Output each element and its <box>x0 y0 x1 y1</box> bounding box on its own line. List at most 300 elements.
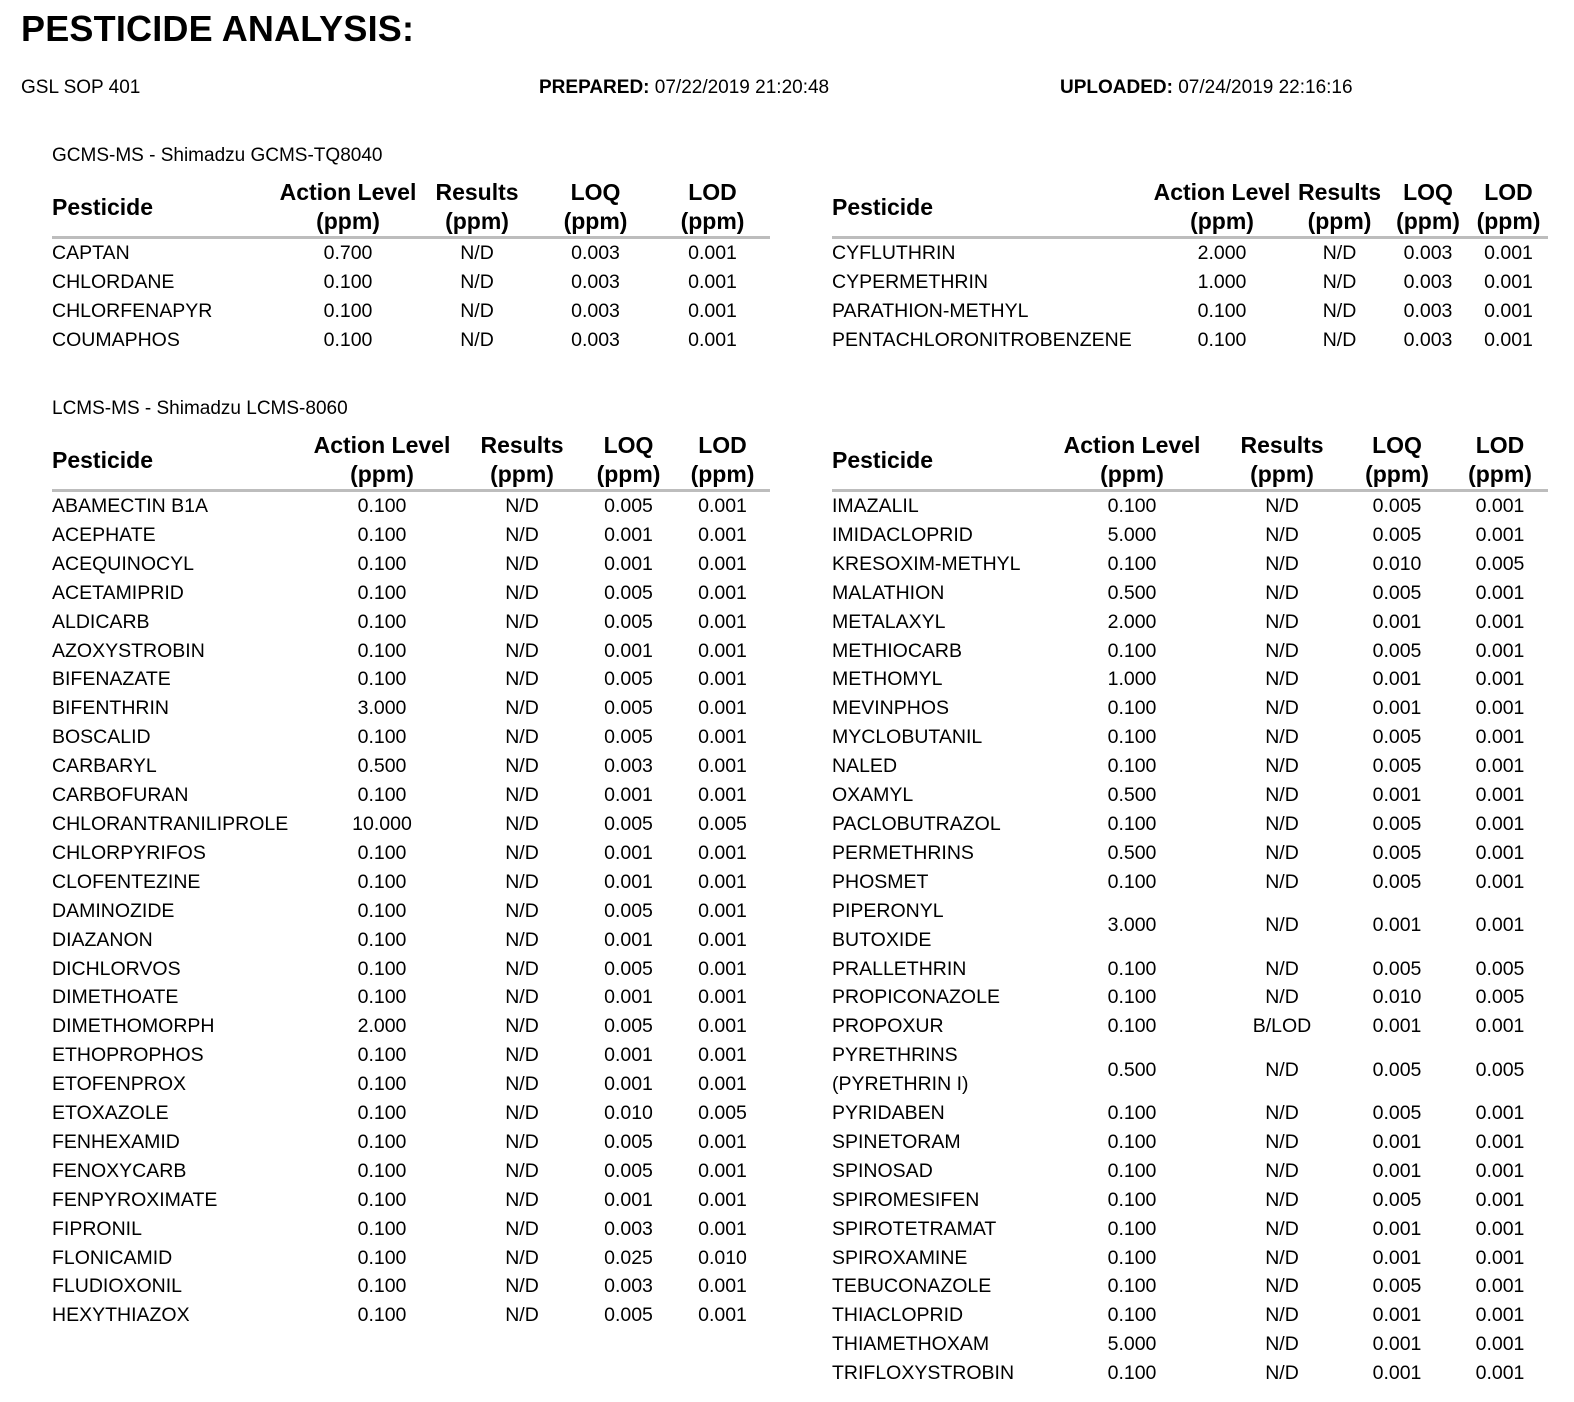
cell-lod: 0.001 <box>1475 870 1525 893</box>
cell-lod: 0.001 <box>1475 1217 1525 1240</box>
cell-action-level: 0.100 <box>357 1304 407 1327</box>
cell-loq: 0.001 <box>1372 1246 1422 1269</box>
cell-lod: 0.001 <box>1475 1159 1525 1182</box>
cell-result: N/D <box>505 755 539 778</box>
cell-pesticide: DIAZANON <box>52 928 153 951</box>
cell-loq: 0.005 <box>1372 1275 1422 1298</box>
cell-result: N/D <box>1265 639 1299 662</box>
cell-loq: 0.003 <box>1403 299 1453 322</box>
cell-lod: 0.001 <box>688 328 737 351</box>
cell-lod: 0.001 <box>1475 1130 1525 1153</box>
cell-pesticide: PYRETHRINS (PYRETHRIN I) <box>832 1044 969 1096</box>
col-action-level <box>1152 178 1292 238</box>
col-action-level <box>1042 431 1222 491</box>
table-row <box>52 1157 770 1186</box>
cell-loq: 0.001 <box>1372 610 1422 633</box>
cell-loq: 0.005 <box>1372 581 1422 604</box>
table-row <box>52 1012 770 1041</box>
table-row <box>52 897 770 926</box>
cell-lod: 0.001 <box>688 299 737 322</box>
cell-loq: 0.001 <box>604 552 653 575</box>
col-unit: (ppm) <box>690 461 755 487</box>
cell-pesticide: TEBUCONAZOLE <box>832 1275 992 1298</box>
cell-loq: 0.001 <box>1372 1304 1422 1327</box>
cell-lod: 0.001 <box>1475 697 1525 720</box>
cell-pesticide: ACETAMIPRID <box>52 581 184 604</box>
cell-result: N/D <box>1322 299 1357 322</box>
cell-result: N/D <box>1265 1188 1299 1211</box>
cell-lod: 0.001 <box>698 495 747 517</box>
cell-pesticide: FENOXYCARB <box>52 1159 187 1182</box>
cell-pesticide: PRALLETHRIN <box>832 957 967 980</box>
cell-action-level: 0.100 <box>357 1188 407 1211</box>
cell-loq: 0.005 <box>604 610 653 633</box>
cell-loq: 0.005 <box>604 1159 653 1182</box>
cell-pesticide: MYCLOBUTANIL <box>832 726 983 749</box>
table-row <box>52 1070 770 1099</box>
col-unit: (ppm) <box>563 208 628 234</box>
cell-pesticide: PENTACHLORONITROBENZENE <box>832 328 1132 351</box>
cell-lod: 0.001 <box>698 668 747 691</box>
cell-action-level: 0.100 <box>357 1130 407 1153</box>
table-row <box>832 238 1548 268</box>
cell-pesticide: METHOMYL <box>832 668 943 691</box>
table-header <box>832 431 1548 491</box>
table-row <box>832 781 1548 810</box>
cell-result: N/D <box>505 610 539 633</box>
cell-loq: 0.005 <box>604 697 653 720</box>
table-row <box>52 1301 770 1330</box>
table-row <box>52 926 770 955</box>
cell-loq: 0.003 <box>571 299 620 322</box>
table-row <box>832 1244 1548 1273</box>
cell-loq: 0.005 <box>1372 812 1422 835</box>
cell-action-level: 1.000 <box>1197 270 1247 293</box>
cell-lod: 0.001 <box>698 726 747 749</box>
cell-result: N/D <box>1265 784 1299 807</box>
cell-action-level: 0.100 <box>1107 639 1157 662</box>
cell-lod: 0.001 <box>698 1188 747 1211</box>
cell-action-level: 0.700 <box>323 242 373 264</box>
cell-action-level: 2.000 <box>1107 610 1157 633</box>
cell-action-level: 0.100 <box>357 552 407 575</box>
cell-lod: 0.010 <box>698 1246 747 1269</box>
cell-result: N/D <box>505 495 539 517</box>
cell-action-level: 0.500 <box>1107 784 1157 807</box>
cell-action-level: 0.100 <box>323 299 373 322</box>
col-unit: (ppm) <box>680 208 745 234</box>
cell-action-level: 0.100 <box>357 668 407 691</box>
cell-pesticide: SPIROXAMINE <box>832 1246 968 1269</box>
cell-action-level: 0.100 <box>357 1102 407 1125</box>
col-loq <box>1387 178 1469 238</box>
table-row <box>832 326 1548 355</box>
cell-action-level: 0.100 <box>357 1073 407 1096</box>
cell-loq: 0.001 <box>604 928 653 951</box>
col-lod-name: LOD <box>1484 179 1533 205</box>
cell-action-level: 0.100 <box>357 957 407 980</box>
cell-lod: 0.001 <box>1475 1015 1525 1038</box>
cell-action-level: 0.100 <box>357 899 407 922</box>
cell-loq: 0.001 <box>604 870 653 893</box>
cell-action-level: 0.100 <box>1107 552 1157 575</box>
table-row <box>832 1128 1548 1157</box>
table-row <box>52 268 770 297</box>
cell-result: N/D <box>1265 1058 1299 1081</box>
cell-result: N/D <box>505 784 539 807</box>
cell-result: N/D <box>1265 1304 1299 1327</box>
cell-lod: 0.001 <box>698 755 747 778</box>
col-loq-name: LOQ <box>570 179 621 205</box>
table-row <box>52 608 770 637</box>
cell-loq: 0.001 <box>1372 1217 1422 1240</box>
col-pesticide: Pesticide <box>832 178 1152 238</box>
table-row <box>52 1041 770 1070</box>
cell-pesticide: PHOSMET <box>832 870 929 893</box>
prepared-value: 07/22/2019 21:20:48 <box>649 77 830 98</box>
uploaded-label: UPLOADED: <box>1060 77 1173 98</box>
cell-action-level: 0.100 <box>357 1217 407 1240</box>
cell-result: N/D <box>1265 581 1299 604</box>
cell-loq: 0.001 <box>604 1073 653 1096</box>
table-row <box>52 1099 770 1128</box>
cell-result: N/D <box>505 726 539 749</box>
table-row <box>832 723 1548 752</box>
cell-action-level: 0.100 <box>357 986 407 1009</box>
cell-lod: 0.001 <box>1475 914 1525 937</box>
uploaded-timestamp <box>1060 77 1353 99</box>
cell-result: N/D <box>505 581 539 604</box>
cell-result: N/D <box>505 697 539 720</box>
cell-loq: 0.001 <box>604 639 653 662</box>
cell-result: N/D <box>505 1217 539 1240</box>
table-row <box>832 839 1548 868</box>
cell-lod: 0.001 <box>698 1275 747 1298</box>
cell-lod: 0.001 <box>698 1073 747 1096</box>
cell-result: N/D <box>505 986 539 1009</box>
cell-result: N/D <box>1265 870 1299 893</box>
cell-pesticide: BIFENTHRIN <box>52 697 169 720</box>
cell-lod: 0.001 <box>698 523 747 546</box>
col-unit: (ppm) <box>596 461 661 487</box>
col-results <box>462 431 582 491</box>
cell-result: N/D <box>505 928 539 951</box>
col-lod-name: LOD <box>1475 432 1525 458</box>
cell-loq: 0.001 <box>604 523 653 546</box>
cell-pesticide: FENPYROXIMATE <box>52 1188 218 1211</box>
cell-pesticide: BOSCALID <box>52 726 151 749</box>
cell-action-level: 0.100 <box>357 495 407 517</box>
cell-result: N/D <box>1265 668 1299 691</box>
table-row <box>52 238 770 268</box>
cell-loq: 0.003 <box>571 270 620 293</box>
cell-lod: 0.001 <box>1475 610 1525 633</box>
cell-pesticide: FLUDIOXONIL <box>52 1275 183 1298</box>
cell-lod: 0.001 <box>1475 1246 1525 1269</box>
cell-action-level: 0.100 <box>1107 1246 1157 1269</box>
cell-result: N/D <box>505 1275 539 1298</box>
cell-action-level: 0.100 <box>1107 495 1157 517</box>
table-row <box>52 752 770 781</box>
cell-result: N/D <box>505 870 539 893</box>
cell-pesticide: IMIDACLOPRID <box>832 523 973 546</box>
cell-lod: 0.001 <box>1475 1304 1525 1327</box>
table-row <box>52 1272 770 1301</box>
cell-loq: 0.005 <box>604 581 653 604</box>
cell-loq: 0.005 <box>604 899 653 922</box>
table-row <box>52 983 770 1012</box>
col-results <box>1222 431 1342 491</box>
table-row <box>52 839 770 868</box>
table-row <box>832 637 1548 666</box>
table-row <box>832 268 1548 297</box>
cell-loq: 0.005 <box>604 1015 653 1038</box>
cell-pesticide: CARBOFURAN <box>52 784 189 807</box>
table-row <box>832 694 1548 723</box>
cell-loq: 0.003 <box>604 1275 653 1298</box>
cell-action-level: 0.100 <box>1107 870 1157 893</box>
table-row <box>52 1215 770 1244</box>
cell-result: B/LOD <box>1252 1015 1312 1038</box>
col-results-name: Results <box>435 179 519 205</box>
col-loq <box>1342 431 1452 491</box>
table-row <box>52 1128 770 1157</box>
cell-result: N/D <box>460 299 494 322</box>
cell-loq: 0.001 <box>1372 784 1422 807</box>
col-loq <box>582 431 675 491</box>
cell-pesticide: BIFENAZATE <box>52 668 171 691</box>
table-row <box>832 1359 1548 1388</box>
cell-lod: 0.001 <box>1484 328 1533 351</box>
table-row <box>52 665 770 694</box>
cell-pesticide: PERMETHRINS <box>832 841 974 864</box>
cell-action-level: 0.100 <box>357 726 407 749</box>
col-loq-name: LOQ <box>1403 179 1453 205</box>
col-unit: (ppm) <box>1250 461 1314 487</box>
table-row <box>832 1012 1548 1041</box>
cell-pesticide: SPIROTETRAMAT <box>832 1217 997 1240</box>
cell-loq: 0.005 <box>604 495 653 517</box>
table-row <box>52 326 770 355</box>
cell-action-level: 1.000 <box>1107 668 1157 691</box>
cell-loq: 0.005 <box>1372 639 1422 662</box>
cell-pesticide: CLOFENTEZINE <box>52 870 201 893</box>
cell-action-level: 0.100 <box>323 328 373 351</box>
table-row <box>832 1041 1548 1099</box>
cell-loq: 0.003 <box>1403 328 1453 351</box>
cell-pesticide: FLONICAMID <box>52 1246 173 1269</box>
cell-lod: 0.001 <box>1475 1102 1525 1125</box>
table-row <box>52 491 770 521</box>
cell-loq: 0.003 <box>1403 270 1453 293</box>
gcms-table-left <box>52 178 770 355</box>
cell-pesticide: ETOXAZOLE <box>52 1102 169 1125</box>
cell-pesticide: CAPTAN <box>52 242 130 264</box>
col-results-name: Results <box>1297 179 1382 205</box>
cell-result: N/D <box>505 1102 539 1125</box>
cell-action-level: 0.100 <box>357 870 407 893</box>
cell-loq: 0.001 <box>604 1188 653 1211</box>
cell-pesticide: SPIROMESIFEN <box>832 1188 980 1211</box>
cell-loq: 0.010 <box>1372 552 1422 575</box>
cell-lod: 0.001 <box>1475 1333 1525 1356</box>
col-lod <box>1452 431 1548 491</box>
table-header <box>832 178 1548 238</box>
table-row <box>832 1272 1548 1301</box>
lcms-table-left <box>52 431 770 1330</box>
cell-lod: 0.001 <box>1484 299 1533 322</box>
cell-pesticide: CHLORDANE <box>52 270 175 293</box>
cell-result: N/D <box>1265 523 1299 546</box>
cell-result: N/D <box>505 668 539 691</box>
cell-loq: 0.005 <box>1372 1102 1422 1125</box>
cell-pesticide: HEXYTHIAZOX <box>52 1304 190 1327</box>
cell-result: N/D <box>1265 1333 1299 1356</box>
cell-pesticide: CHLORANTRANILIPROLE <box>52 812 289 835</box>
cell-result: N/D <box>505 899 539 922</box>
cell-lod: 0.001 <box>698 899 747 922</box>
cell-lod: 0.001 <box>698 986 747 1009</box>
cell-action-level: 0.100 <box>357 639 407 662</box>
table-row <box>832 752 1548 781</box>
cell-result: N/D <box>505 841 539 864</box>
cell-action-level: 10.000 <box>352 812 412 835</box>
cell-result: N/D <box>1322 270 1357 293</box>
cell-action-level: 0.100 <box>1197 299 1247 322</box>
cell-result: N/D <box>1265 841 1299 864</box>
cell-action-level: 0.100 <box>1107 1275 1157 1298</box>
cell-result: N/D <box>505 552 539 575</box>
cell-loq: 0.005 <box>1372 870 1422 893</box>
table-row <box>832 868 1548 897</box>
cell-result: N/D <box>1265 1362 1299 1385</box>
uploaded-value: 07/24/2019 22:16:16 <box>1172 77 1353 98</box>
prepared-label: PREPARED: <box>539 77 650 98</box>
cell-action-level: 0.100 <box>357 1044 407 1067</box>
col-unit: (ppm) <box>1190 208 1254 234</box>
table-row <box>52 781 770 810</box>
col-loq-name: LOQ <box>603 432 654 458</box>
cell-pesticide: PARATHION-METHYL <box>832 299 1029 322</box>
cell-result: N/D <box>1322 328 1357 351</box>
cell-action-level: 0.100 <box>357 841 407 864</box>
table-row <box>832 1301 1548 1330</box>
col-unit: (ppm) <box>1468 461 1532 487</box>
table-row <box>52 1244 770 1273</box>
col-lod <box>655 178 770 238</box>
cell-lod: 0.001 <box>698 1217 747 1240</box>
cell-loq: 0.001 <box>1372 914 1422 937</box>
cell-result: N/D <box>1322 242 1357 264</box>
cell-action-level: 0.500 <box>357 755 407 778</box>
cell-action-level: 0.100 <box>1107 1159 1157 1182</box>
cell-action-level: 0.100 <box>357 1246 407 1269</box>
cell-lod: 0.001 <box>698 1159 747 1182</box>
cell-pesticide: ETOFENPROX <box>52 1073 186 1096</box>
cell-loq: 0.010 <box>604 1102 653 1125</box>
cell-pesticide: FIPRONIL <box>52 1217 142 1240</box>
cell-lod: 0.001 <box>1475 1188 1525 1211</box>
cell-loq: 0.005 <box>1372 726 1422 749</box>
cell-action-level: 0.100 <box>1107 1304 1157 1327</box>
prepared-timestamp <box>539 77 829 99</box>
cell-result: N/D <box>1265 1159 1299 1182</box>
cell-action-level: 0.100 <box>1107 726 1157 749</box>
cell-pesticide: NALED <box>832 755 898 778</box>
cell-pesticide: SPINOSAD <box>832 1159 933 1182</box>
cell-lod: 0.001 <box>698 581 747 604</box>
cell-result: N/D <box>1265 726 1299 749</box>
cell-pesticide: COUMAPHOS <box>52 328 180 351</box>
cell-result: N/D <box>1265 812 1299 835</box>
cell-lod: 0.001 <box>698 697 747 720</box>
cell-pesticide: PROPICONAZOLE <box>832 986 1000 1009</box>
cell-pesticide: CHLORFENAPYR <box>52 299 213 322</box>
col-loq <box>536 178 655 238</box>
cell-loq: 0.005 <box>604 1304 653 1327</box>
col-results-name: Results <box>480 432 564 458</box>
col-results <box>1292 178 1387 238</box>
col-unit: (ppm) <box>1100 461 1164 487</box>
cell-lod: 0.001 <box>688 270 737 293</box>
cell-action-level: 0.100 <box>357 784 407 807</box>
col-unit: (ppm) <box>1396 208 1460 234</box>
cell-pesticide: MALATHION <box>832 581 945 604</box>
cell-result: N/D <box>1265 1217 1299 1240</box>
col-action-level-name: Action Level <box>313 432 451 458</box>
table-row <box>832 491 1548 521</box>
table-header <box>52 178 770 238</box>
table-row <box>832 897 1548 955</box>
table-row <box>52 297 770 326</box>
cell-result: N/D <box>505 523 539 546</box>
cell-result: N/D <box>505 812 539 835</box>
cell-loq: 0.001 <box>1372 697 1422 720</box>
cell-loq: 0.001 <box>1372 1015 1422 1038</box>
cell-pesticide: PROPOXUR <box>832 1015 944 1038</box>
cell-lod: 0.001 <box>1475 581 1525 604</box>
cell-lod: 0.001 <box>698 870 747 893</box>
lcms-section-label: LCMS-MS - Shimadzu LCMS-8060 <box>52 398 348 419</box>
col-action-level-name: Action Level <box>279 179 417 205</box>
cell-lod: 0.005 <box>1475 552 1525 575</box>
col-pesticide: Pesticide <box>832 431 1042 491</box>
cell-lod: 0.001 <box>698 1044 747 1067</box>
cell-lod: 0.001 <box>698 1304 747 1327</box>
cell-loq: 0.003 <box>571 328 620 351</box>
cell-result: N/D <box>505 957 539 980</box>
cell-loq: 0.001 <box>604 841 653 864</box>
cell-result: N/D <box>1265 697 1299 720</box>
col-unit: (ppm) <box>316 208 380 234</box>
col-pesticide: Pesticide <box>52 431 302 491</box>
cell-lod: 0.001 <box>688 242 737 264</box>
cell-pesticide: TRIFLOXYSTROBIN <box>832 1362 1015 1385</box>
cell-result: N/D <box>505 639 539 662</box>
cell-loq: 0.005 <box>604 812 653 835</box>
cell-lod: 0.001 <box>1475 1275 1525 1298</box>
gcms-section-label: GCMS-MS - Shimadzu GCMS-TQ8040 <box>52 145 383 166</box>
cell-action-level: 0.500 <box>1107 841 1157 864</box>
cell-loq: 0.005 <box>1372 495 1422 517</box>
cell-result: N/D <box>1265 914 1299 937</box>
cell-lod: 0.001 <box>1475 1362 1525 1385</box>
table-row <box>52 955 770 984</box>
cell-action-level: 0.500 <box>1107 581 1157 604</box>
table-row <box>52 1186 770 1215</box>
col-lod <box>1469 178 1548 238</box>
table-row <box>832 550 1548 579</box>
